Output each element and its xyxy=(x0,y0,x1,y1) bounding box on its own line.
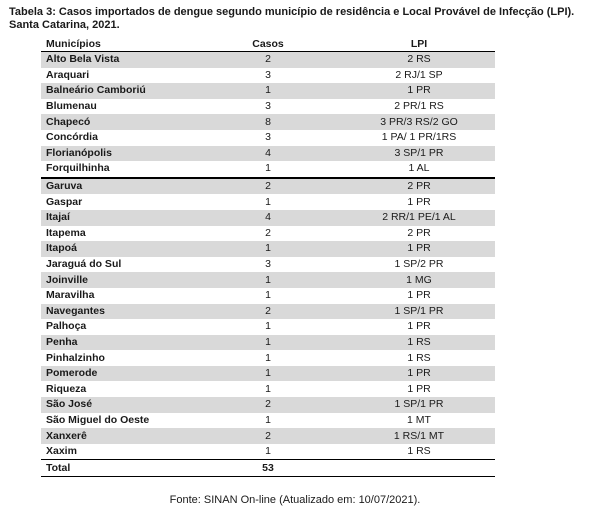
cell-casos: 2 xyxy=(193,178,343,195)
cell-casos: 1 xyxy=(265,413,271,426)
cell-municipio: Florianópolis xyxy=(41,146,193,162)
cell-municipio: Joinville xyxy=(41,272,193,288)
table-row xyxy=(41,178,495,195)
cell-casos: 1 xyxy=(193,272,343,288)
cell-municipio: Gaspar xyxy=(46,195,83,208)
table-row xyxy=(41,114,495,130)
table-row xyxy=(41,304,495,320)
cell-casos: 3 xyxy=(265,258,271,271)
table-row xyxy=(41,99,495,115)
caption-line-2: Santa Catarina, 2021. xyxy=(9,19,120,31)
cell-casos: 2 xyxy=(193,397,343,413)
cell-municipio: Itapema xyxy=(46,226,86,239)
cell-casos: 2 xyxy=(193,52,343,68)
cell-lpi: 1 RS xyxy=(407,351,431,364)
cell-casos: 2 xyxy=(265,226,271,239)
cell-lpi: 2 PR/1 RS xyxy=(394,100,444,113)
cell-lpi: 1 MG xyxy=(343,272,495,288)
cell-casos: 1 xyxy=(265,162,271,175)
header-municipios: Municípios xyxy=(41,38,193,52)
cell-lpi: 1 PR xyxy=(407,289,431,302)
cell-municipio: Jaraguá do Sul xyxy=(46,258,122,271)
cell-lpi: 1 PR xyxy=(343,83,495,99)
table-row xyxy=(41,210,495,226)
cell-casos: 3 xyxy=(265,131,271,144)
cell-municipio: Palhoça xyxy=(46,320,87,333)
cell-casos: 2 xyxy=(193,304,343,320)
cell-lpi: 1 AL xyxy=(408,162,430,175)
source-note: Fonte: SINAN On-line (Atualizado em: 10/07/2021). xyxy=(169,494,421,506)
cell-casos: 4 xyxy=(193,210,343,226)
cell-lpi: 1 SP/1 PR xyxy=(343,397,495,413)
cell-lpi: 2 PR xyxy=(407,226,431,239)
cell-lpi: 1 PR xyxy=(407,320,431,333)
cell-casos: 1 xyxy=(193,83,343,99)
cell-lpi: 1 PR xyxy=(343,241,495,257)
cell-municipio: Concórdia xyxy=(46,131,98,144)
cell-lpi: 2 PR xyxy=(343,178,495,195)
cell-lpi: 3 SP/1 PR xyxy=(343,146,495,162)
cell-municipio: Pinhalzinho xyxy=(46,351,105,364)
cell-municipio: Pomerode xyxy=(41,366,193,382)
cell-municipio: Penha xyxy=(41,335,193,351)
cell-municipio: Xanxerê xyxy=(41,428,193,444)
cell-lpi: 1 PR xyxy=(407,382,431,395)
table-caption xyxy=(9,6,584,32)
caption-line-1: Tabela 3: Casos importados de dengue segundo município de residência e Local Provável de Infecção (LPI). xyxy=(9,6,575,18)
cell-casos: 1 xyxy=(265,195,271,208)
cell-casos: 3 xyxy=(265,68,271,81)
cell-lpi: 1 SP/1 PR xyxy=(343,304,495,320)
cell-municipio: Maravilha xyxy=(46,289,95,302)
table-row xyxy=(41,52,495,68)
cell-municipio: Forquilhinha xyxy=(46,162,110,175)
cell-casos: 3 xyxy=(265,100,271,113)
cell-casos: 1 xyxy=(193,335,343,351)
total-label: Total xyxy=(41,460,193,477)
cell-municipio: Araquari xyxy=(46,68,90,81)
table-row xyxy=(41,319,495,335)
cell-lpi: 2 RS xyxy=(343,52,495,68)
cell-lpi: 1 RS xyxy=(407,445,431,458)
table-row xyxy=(41,288,495,304)
table-row xyxy=(41,272,495,288)
header-lpi: LPI xyxy=(343,38,495,52)
cell-municipio: Chapecó xyxy=(41,114,193,130)
total-lpi xyxy=(343,460,495,477)
table-row xyxy=(41,366,495,382)
table-row xyxy=(41,226,495,242)
table-row xyxy=(41,444,495,460)
cell-casos: 1 xyxy=(193,366,343,382)
table-row xyxy=(41,161,495,178)
cell-casos: 1 xyxy=(265,382,271,395)
cell-lpi: 1 PR xyxy=(407,195,431,208)
cell-casos: 1 xyxy=(193,241,343,257)
header-casos: Casos xyxy=(193,38,343,52)
cell-municipio: Xaxim xyxy=(46,445,77,458)
table-row xyxy=(41,83,495,99)
cell-lpi: 3 PR/3 RS/2 GO xyxy=(343,114,495,130)
cell-casos: 1 xyxy=(265,351,271,364)
cell-municipio: Navegantes xyxy=(41,304,193,320)
cell-casos: 8 xyxy=(193,114,343,130)
cell-municipio: Alto Bela Vista xyxy=(41,52,193,68)
table-row xyxy=(41,350,495,366)
cell-casos: 1 xyxy=(265,445,271,458)
table-row xyxy=(41,194,495,210)
cell-lpi: 1 RS xyxy=(343,335,495,351)
cell-lpi: 2 RJ/1 SP xyxy=(395,68,443,81)
cell-lpi: 1 PR xyxy=(343,366,495,382)
table-row xyxy=(41,428,495,444)
table-row xyxy=(41,241,495,257)
table-row xyxy=(41,381,495,397)
table-row xyxy=(41,335,495,351)
cell-lpi: 1 MT xyxy=(407,413,431,426)
cell-municipio: Itapoá xyxy=(41,241,193,257)
cell-casos: 1 xyxy=(265,320,271,333)
table-body xyxy=(41,52,495,477)
cell-casos: 2 xyxy=(193,428,343,444)
cell-lpi: 1 RS/1 MT xyxy=(343,428,495,444)
cell-lpi: 1 SP/2 PR xyxy=(394,258,444,271)
cell-municipio: Itajaí xyxy=(41,210,193,226)
cell-lpi: 1 PA/ 1 PR/1RS xyxy=(381,131,457,144)
table-row xyxy=(41,413,495,429)
dengue-cases-table xyxy=(41,38,495,477)
cell-municipio: São Miguel do Oeste xyxy=(46,413,150,426)
cell-casos: 1 xyxy=(265,289,271,302)
table-row xyxy=(41,397,495,413)
table-row xyxy=(41,130,495,146)
cell-municipio: Blumenau xyxy=(46,100,97,113)
table-row xyxy=(41,146,495,162)
total-casos: 53 xyxy=(193,460,343,477)
cell-casos: 4 xyxy=(193,146,343,162)
total-row xyxy=(41,460,495,477)
cell-municipio: Garuva xyxy=(41,178,193,195)
table-row xyxy=(41,257,495,273)
cell-municipio: Riqueza xyxy=(46,382,87,395)
table-row xyxy=(41,68,495,84)
cell-municipio: Balneário Camboriú xyxy=(41,83,193,99)
table-header-row xyxy=(41,38,495,52)
cell-municipio: São José xyxy=(41,397,193,413)
cell-lpi: 2 RR/1 PE/1 AL xyxy=(343,210,495,226)
